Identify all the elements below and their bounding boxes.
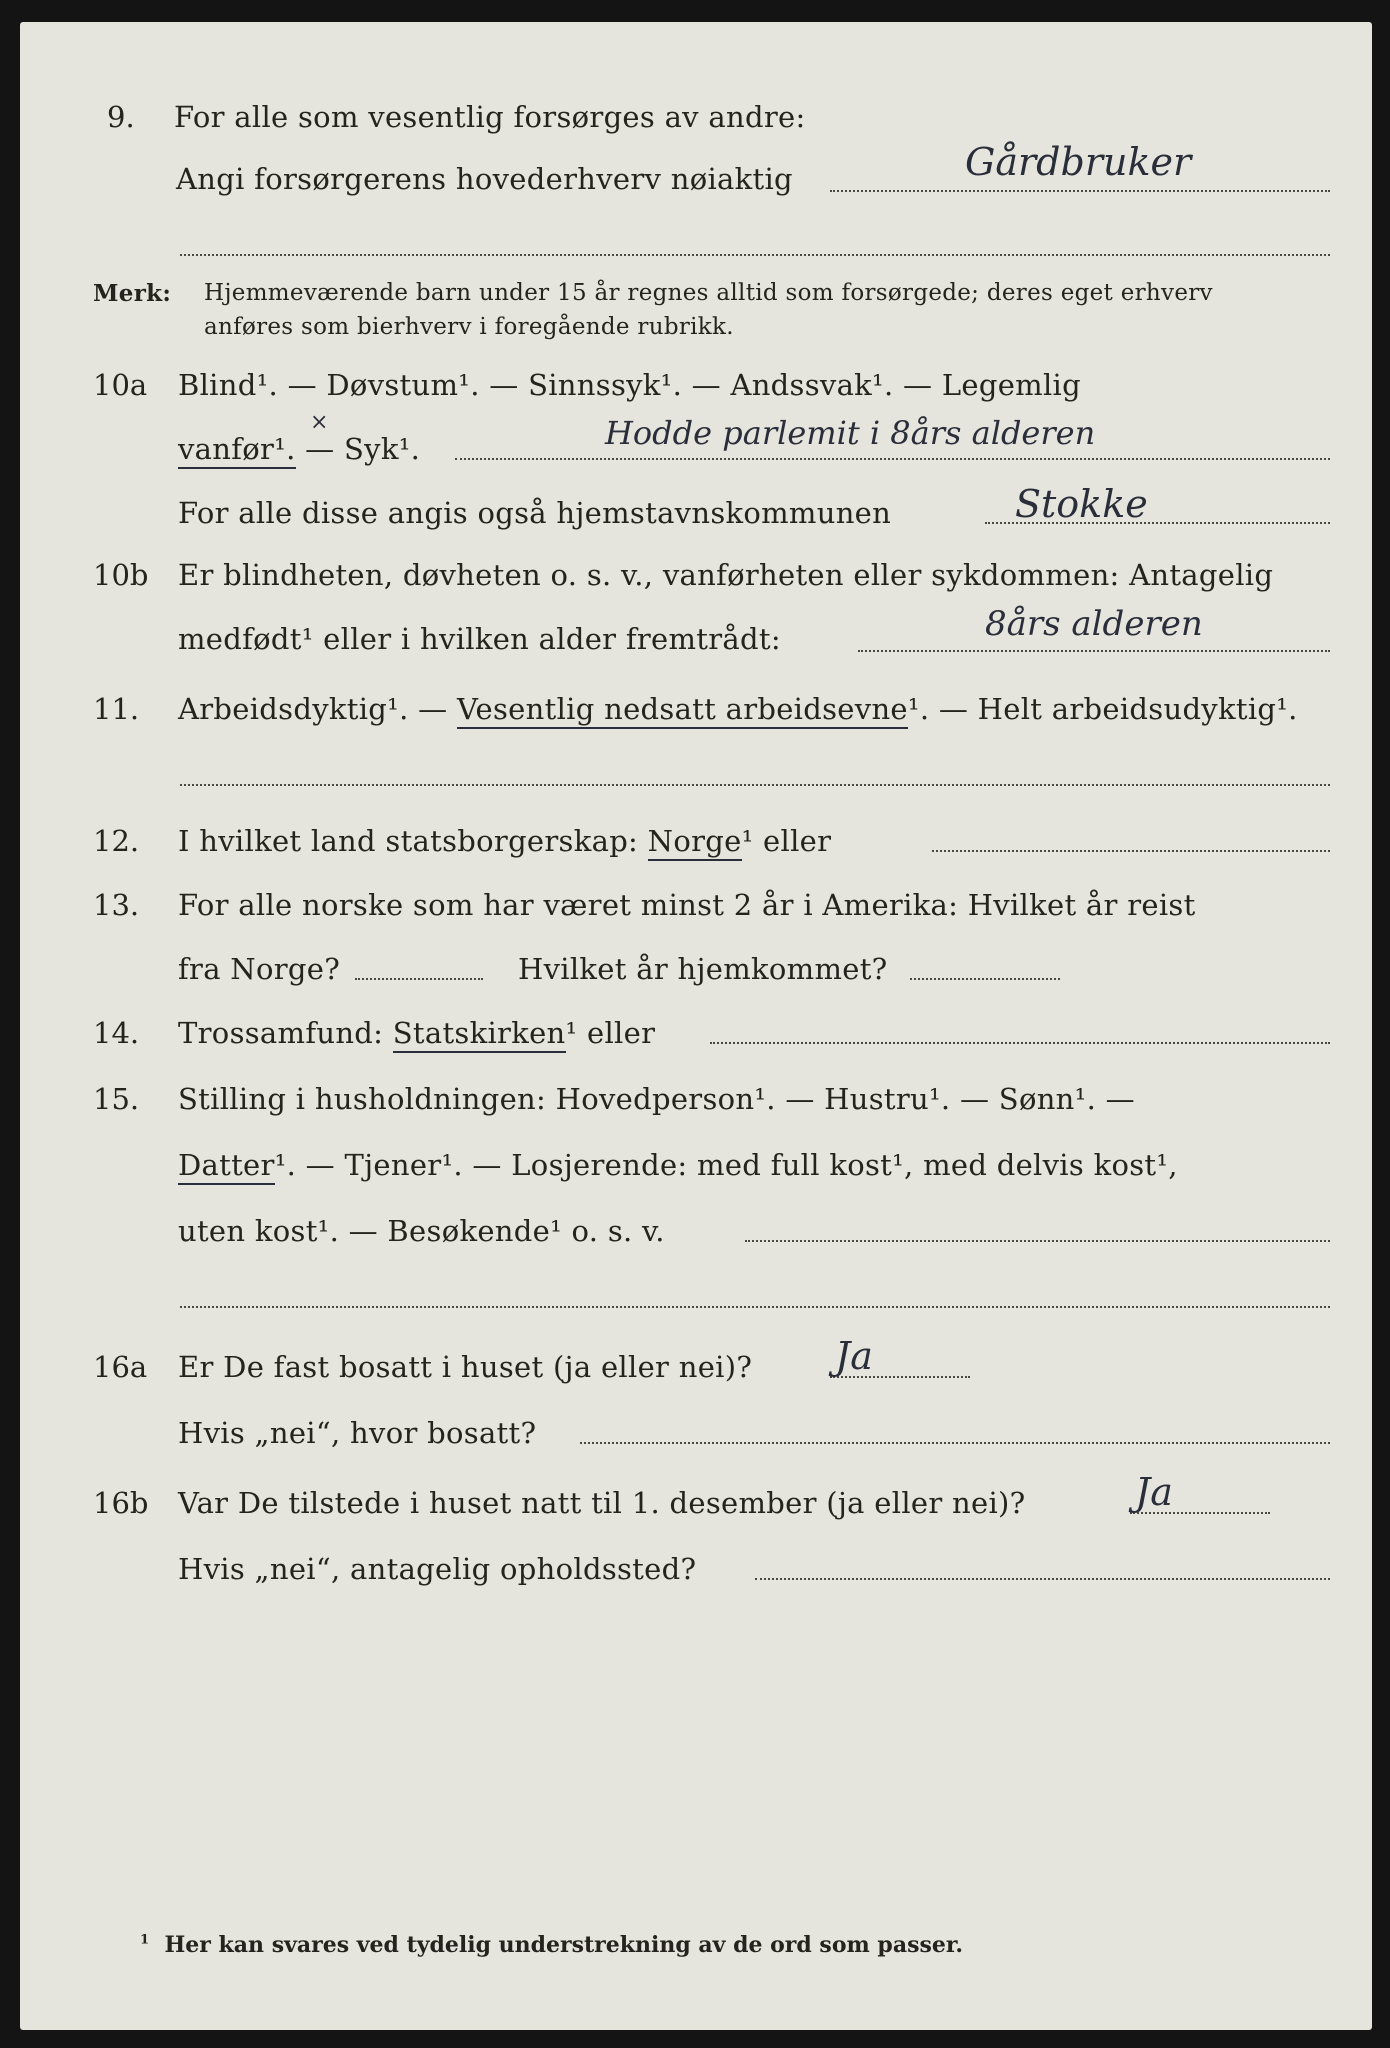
q11-text: Arbeidsdyktig¹. — Vesentlig nedsatt arbeidsevne¹. — Helt arbeidsudyktig¹. <box>178 692 1298 726</box>
q16a-where-line <box>580 1442 1330 1444</box>
q15-line1: Stilling i husholdningen: Hovedperson¹. — Hustru¹. — Sønn¹. — <box>178 1082 1135 1116</box>
q10b-number: 10b <box>93 558 149 592</box>
q16a-line1: Er De fast bosatt i huset (ja eller nei)? <box>178 1350 753 1384</box>
q11-extra-line <box>180 784 1330 786</box>
q9-text: For alle som vesentlig forsørges av andre: <box>174 100 806 134</box>
q10a-line3: For alle disse angis også hjemstavnskommunen <box>178 496 892 530</box>
q16a-line2: Hvis „nei“, hvor bosatt? <box>178 1416 537 1450</box>
q15-answer-line <box>745 1240 1330 1242</box>
merk-text-1: Hjemmeværende barn under 15 år regnes alltid som forsørgede; deres eget erhverv <box>204 280 1213 306</box>
q16b-where-line <box>755 1578 1330 1580</box>
q16b-number: 16b <box>93 1486 149 1520</box>
q16a-number: 16a <box>93 1350 148 1384</box>
q10b-answer: 8års alderen <box>985 604 1203 644</box>
q12-text: I hvilket land statsborgerskap: Norge¹ eller <box>178 824 831 858</box>
q11-number: 11. <box>93 692 140 726</box>
q13-line2a: fra Norge? <box>178 952 341 986</box>
q10b-line2: medfødt¹ eller i hvilken alder fremtrådt: <box>178 622 781 656</box>
q10a-answer: Hodde parlemit i 8års alderen <box>605 414 1096 452</box>
q10a-line1: Blind¹. — Døvstum¹. — Sinnssyk¹. — Andssvak¹. — Legemlig <box>178 368 1081 402</box>
q13-left-answer-line <box>355 978 483 980</box>
q14-text: Trossamfund: Statskirken¹ eller <box>178 1016 655 1050</box>
q10a-number: 10a <box>93 368 148 402</box>
q16b-line1: Var De tilstede i huset natt til 1. desember (ja eller nei)? <box>178 1486 1026 1520</box>
q12-number: 12. <box>93 824 140 858</box>
q10b-line1: Er blindheten, døvheten o. s. v., vanførheten eller sykdommen: Antagelig <box>178 558 1274 592</box>
q15-line3: uten kost¹. — Besøkende¹ o. s. v. <box>178 1214 665 1248</box>
q13-right-answer-line <box>910 978 1060 980</box>
q10a-line2: vanfør¹. — Syk¹. <box>178 432 420 466</box>
q9-number: 9. <box>107 100 135 134</box>
q10a-answer-line <box>455 458 1330 460</box>
q15-number: 15. <box>93 1082 140 1116</box>
census-form-page <box>20 22 1372 2030</box>
merk-text-2: anføres som bierhverv i foregående rubrikk. <box>204 314 734 340</box>
q16b-answer: Ja <box>1135 1470 1173 1514</box>
merk-label: Merk: <box>93 280 172 307</box>
q16b-line2: Hvis „nei“, antagelig opholdssted? <box>178 1552 697 1586</box>
q15-line2: Datter¹. — Tjener¹. — Losjerende: med full kost¹, med delvis kost¹, <box>178 1148 1178 1182</box>
q14-number: 14. <box>93 1016 140 1050</box>
q13-line2b: Hvilket år hjemkommet? <box>518 952 888 986</box>
q10a-home-answer: Stokke <box>1015 482 1148 526</box>
q13-line1: For alle norske som har været minst 2 år i Amerika: Hvilket år reist <box>178 888 1196 922</box>
footnote: $^1$ Her kan svares ved tydelig understrekning av de ord som passer. <box>140 1932 964 1958</box>
q16a-answer: Ja <box>835 1334 873 1378</box>
q10b-answer-line <box>858 650 1330 652</box>
q9-answer: Gårdbruker <box>965 140 1192 184</box>
q9-answer-line <box>830 190 1330 192</box>
q14-answer-line <box>710 1042 1330 1044</box>
q9-extra-line <box>180 254 1330 256</box>
q10a-mark: × <box>310 410 329 435</box>
q13-number: 13. <box>93 888 140 922</box>
q15-extra-line <box>180 1306 1330 1308</box>
q12-answer-line <box>932 850 1330 852</box>
q9-subtext: Angi forsørgerens hovederhverv nøiaktig <box>176 162 793 196</box>
